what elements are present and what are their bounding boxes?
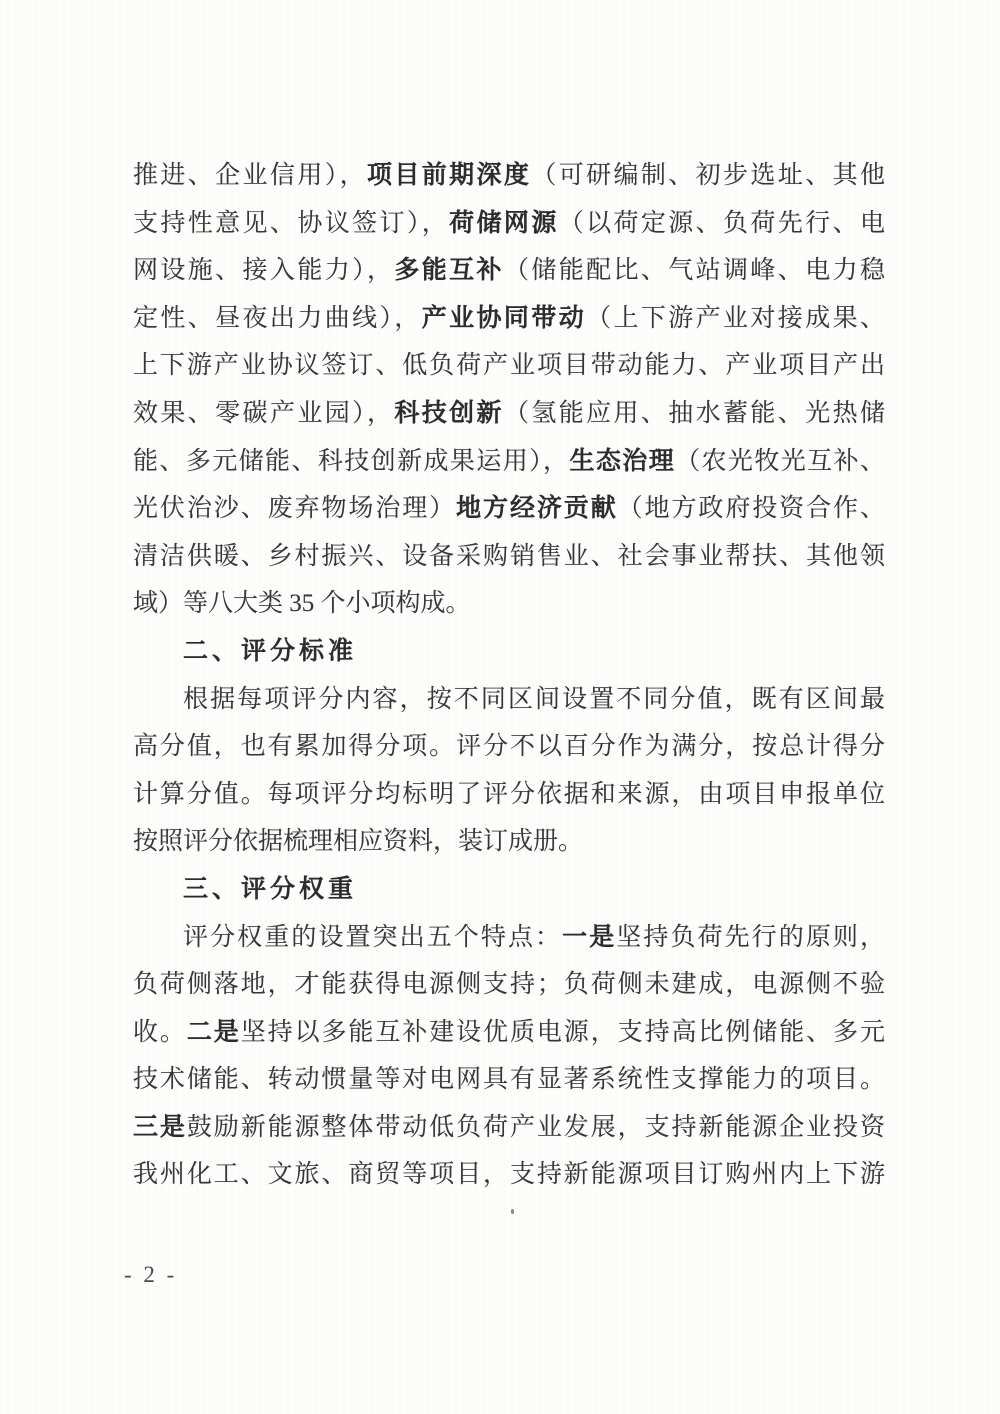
- bold-term: 一是: [562, 923, 617, 951]
- body-text-line: [133, 1104, 885, 1152]
- text-segment: 收。: [133, 1018, 187, 1046]
- text-segment: 定性、昼夜出力曲线），: [133, 304, 422, 332]
- text-segment: 坚持以多能互补建设优质电源，支持高比例储能、多元: [240, 1018, 885, 1046]
- bold-term: 项目前期深度: [367, 162, 532, 189]
- body-text-line: [133, 676, 885, 724]
- text-segment: 负荷侧落地，才能获得电源侧支持；负荷侧未建成，电源侧不验: [133, 971, 885, 999]
- body-text-line: [133, 914, 885, 962]
- text-segment: 根据每项评分内容，按不同区间设置不同分值，既有区间最: [183, 685, 885, 713]
- text-segment: 鼓励新能源整体带动低负荷产业发展，支持新能源企业投资: [186, 1113, 885, 1141]
- section-heading-scoring-weight: [133, 866, 885, 914]
- text-segment: 效果、零碳产业园），: [133, 399, 395, 427]
- bold-term: 科技创新: [394, 399, 504, 427]
- document-body: [133, 152, 885, 1199]
- bold-term: 三是: [133, 1113, 187, 1141]
- body-text-line: [133, 723, 885, 771]
- text-segment: 坚持负荷先行的原则，: [616, 923, 885, 951]
- scan-artifact-speck: [511, 1209, 514, 1214]
- text-segment: 网设施、接入能力），: [133, 257, 395, 285]
- body-text-line: [133, 438, 885, 486]
- text-segment: （可研编制、初步选址、其他: [531, 162, 885, 189]
- body-text-line: [133, 771, 885, 819]
- body-text-line: [133, 818, 885, 866]
- text-segment: 评分权重的设置突出五个特点：: [183, 923, 563, 951]
- text-segment: 按照评分依据梳理相应资料，装订成册。: [133, 828, 584, 856]
- bold-term: 地方经济贡献: [456, 495, 618, 523]
- bold-term: 生态治理: [569, 447, 676, 475]
- body-text-line: [133, 533, 885, 581]
- bold-term: 二是: [186, 1018, 241, 1046]
- bold-term: 产业协同带动: [421, 304, 587, 332]
- text-segment: （农光牧光互补、: [675, 447, 885, 475]
- body-text-line: [133, 1009, 885, 1057]
- text-segment: 清洁供暖、乡村振兴、设备采购销售业、社会事业帮扶、其他领: [133, 542, 885, 570]
- text-segment: 能、多元储能、科技创新成果运用），: [133, 447, 570, 475]
- section-heading-scoring-standard: [133, 628, 885, 676]
- body-text-line: [133, 200, 885, 248]
- text-segment: 高分值，也有累加得分项。评分不以百分作为满分，按总计得分: [133, 733, 885, 761]
- text-segment: （上下游产业对接成果、: [586, 304, 885, 332]
- body-text-line: [133, 961, 885, 1009]
- text-segment: 我州化工、文旅、商贸等项目，支持新能源项目订购州内上下游: [133, 1161, 885, 1189]
- bold-term: 多能互补: [394, 257, 504, 285]
- body-text-line: [133, 1151, 885, 1199]
- heading-text: 三、评分权重: [183, 875, 358, 903]
- body-text-line: [133, 247, 885, 295]
- text-segment: （地方政府投资合作、: [617, 495, 885, 523]
- text-segment: 光伏治沙、废弃物场治理）: [133, 495, 457, 523]
- text-segment: 计算分值。每项评分均标明了评分依据和来源，由项目申报单位: [133, 780, 885, 808]
- heading-text: 二、评分标准: [183, 637, 358, 665]
- body-text-line: [133, 152, 885, 200]
- text-segment: 推进、企业信用），: [133, 162, 367, 189]
- text-segment: （储能配比、气站调峰、电力稳: [503, 257, 885, 285]
- body-text-line: [133, 342, 885, 390]
- text-segment: （以荷定源、负荷先行、电: [558, 209, 885, 237]
- body-text-line: [133, 390, 885, 438]
- page-number: - 2 -: [124, 1262, 178, 1287]
- text-segment: 技术储能、转动惯量等对电网具有显著系统性支撑能力的项目。: [133, 1066, 885, 1094]
- bold-term: 荷储网源: [449, 209, 559, 237]
- body-text-line: [133, 295, 885, 343]
- text-segment: 上下游产业协议签订、低负荷产业项目带动能力、产业项目产出: [133, 352, 885, 380]
- body-text-line: [133, 485, 885, 533]
- text-segment: 支持性意见、协议签订），: [133, 209, 450, 237]
- body-text-line: [133, 1056, 885, 1104]
- text-segment: 域）等八大类 35 个小项构成。: [133, 590, 471, 618]
- text-segment: （氢能应用、抽水蓄能、光热储: [503, 399, 885, 427]
- body-text-line: [133, 580, 885, 628]
